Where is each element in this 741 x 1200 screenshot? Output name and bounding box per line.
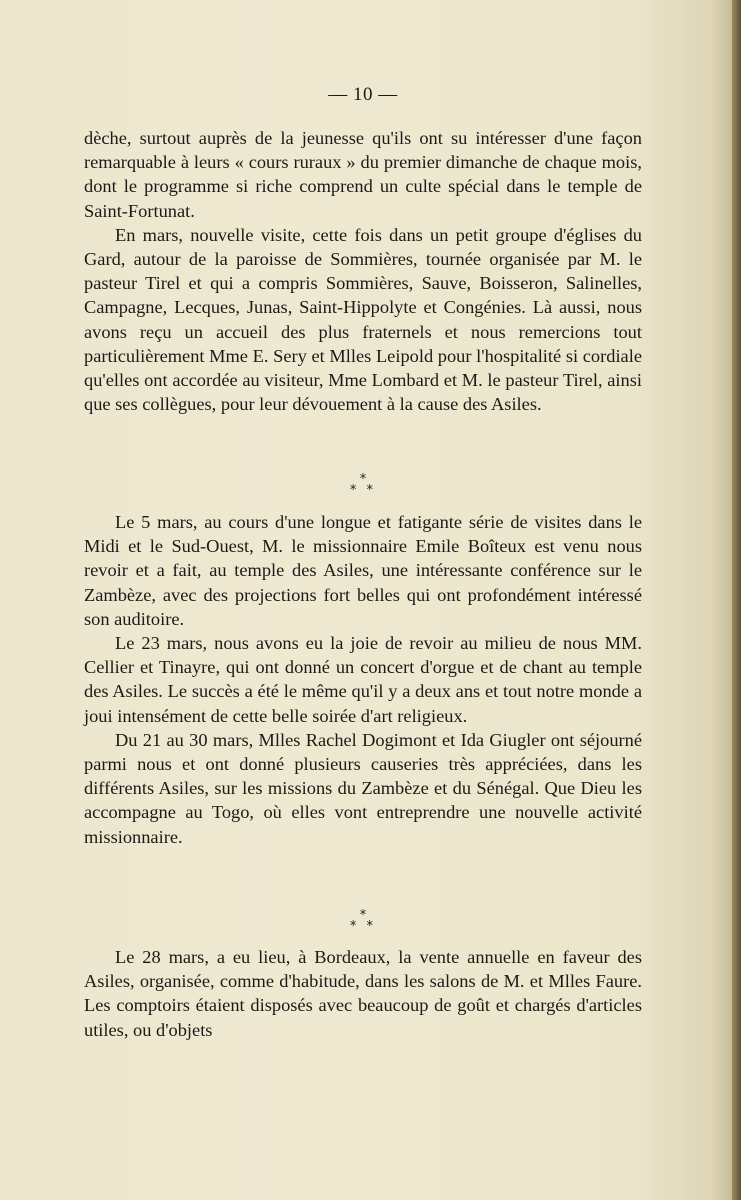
paragraph: En mars, nouvelle visite, cette fois dans un petit groupe d'églises du Gard, autour de la paroisse de Sommières, tournée organisée par M. le pasteur Tirel et qui a compris Sommières, Sauve, Boisseron, Salinelles, Campagne, Lecques, Junas, Saint-Hippolyte et Congénies. Là aussi, nous avons reçu un accueil des plus fraternels et nous remercions tout particulièrement Mme E. Sery et Mlles Leipold pour l'hospitalité si cordiale qu'elles ont accordée au visiteur, Mme Lombard et M. le pasteur Tirel, ainsi que ses collègues, pour leur dévouement à la cause des Asiles. [84, 224, 642, 415]
text-block-2 [84, 510, 642, 849]
page-number: — 10 — [328, 84, 398, 105]
paragraph: Le 5 mars, au cours d'une longue et fatigante série de visites dans le Midi et le Sud-Ouest, M. le missionnaire Emile Boîteux est venu nous revoir et a fait, au temple des Asiles, une intéressante conférence sur le Zambèze, avec des projections fort belles qui ont profondément intéressé son auditoire. [84, 512, 642, 629]
text-block-3 [84, 945, 642, 1042]
paragraph: Du 21 au 30 mars, Mlles Rachel Dogimont et Ida Giugler ont séjourné parmi nous et ont donné plusieurs causeries très appréciées, dans les différents Asiles, sur les missions du Zambèze et du Sénégal. Que Dieu les accompagne au Togo, où elles vont entreprendre une nouvelle activité missionnaire. [84, 729, 642, 847]
asterism-top: * [359, 908, 367, 923]
page-edge [732, 0, 741, 1200]
asterism-separator [0, 910, 726, 932]
asterism-bottom: * * [349, 483, 377, 498]
asterism-separator [0, 474, 726, 496]
paragraph-continuation: dèche, surtout auprès de la jeunesse qu'ils ont su intéresser d'une façon remarquable à leurs « cours ruraux » du premier dimanche de chaque mois, dont le programme si riche comprend un culte spécial dans le temple de Saint-Fortunat. [84, 128, 642, 221]
paragraph: Le 23 mars, nous avons eu la joie de revoir au milieu de nous MM. Cellier et Tinayre, qui ont donné un concert d'orgue et de chant au temple des Asiles. Le succès a été le même qu'il y a deux ans et tout notre monde a joui intensément de cette belle soirée d'art religieux. [84, 633, 642, 726]
paragraph: Le 28 mars, a eu lieu, à Bordeaux, la vente annuelle en faveur des Asiles, organisée, comme d'habitude, dans les salons de M. et Mlles Faure. Les comptoirs étaient disposés avec beaucoup de goût et chargés d'articles utiles, ou d'objets [84, 947, 642, 1040]
text-block-1 [84, 126, 642, 416]
asterism-bottom: * * [349, 919, 377, 934]
asterism-top: * [359, 472, 367, 487]
